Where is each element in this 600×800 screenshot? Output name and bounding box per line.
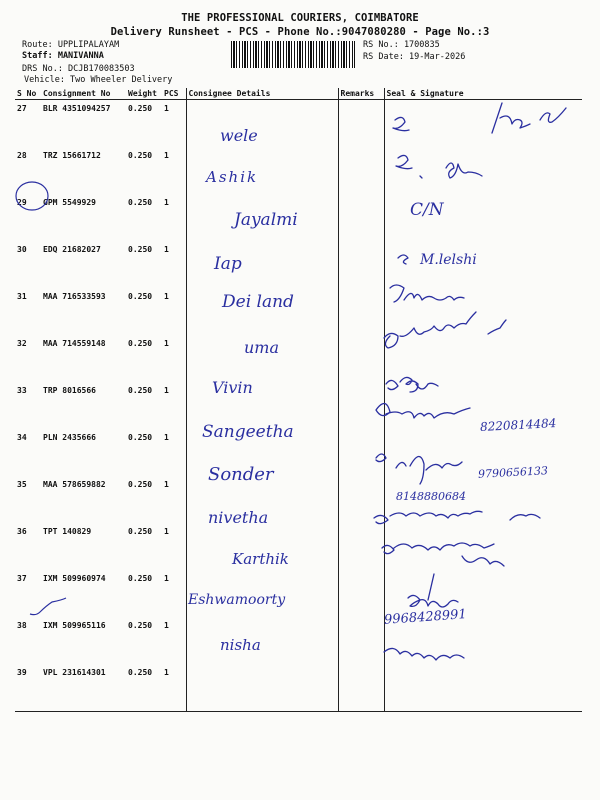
signature-mark: [386, 377, 438, 392]
handwritten-name: Eshwamoorty: [188, 592, 286, 608]
handwritten-signature: M.lelshi: [420, 252, 477, 268]
sno-cell: 38: [17, 621, 27, 630]
handwritten-name: Jayalmi: [234, 210, 298, 230]
annotation-tick: [30, 598, 66, 615]
signature-mark: [396, 155, 422, 178]
weight-cell: 0.250: [128, 621, 153, 630]
route-label: Route: UPPLIPALAYAM: [22, 40, 120, 50]
pcs-cell: 1: [164, 198, 169, 207]
consignment-cell: TRP 8016566: [43, 386, 96, 395]
handwritten-name: Dei land: [222, 292, 294, 312]
handwritten-phone: 8220814484: [479, 416, 557, 434]
col-consignee: Consignee Details: [186, 88, 338, 100]
handwritten-name: Ashik: [206, 168, 259, 186]
col-consignment: Consignment No: [41, 88, 126, 100]
signature-mark: [398, 255, 408, 264]
sno-cell: 37: [17, 574, 27, 583]
signature-mark: [408, 574, 458, 607]
weight-cell: 0.250: [128, 433, 153, 442]
handwritten-name: uma: [244, 338, 280, 357]
staff-label: Staff: MANIVANNA: [22, 51, 104, 61]
consignment-cell: TRZ 15661712: [43, 151, 101, 160]
consignment-cell: PLN 2435666: [43, 433, 96, 442]
consignment-cell: GPM 5549929: [43, 198, 96, 207]
sno-cell: 35: [17, 480, 27, 489]
weight-cell: 0.250: [128, 151, 153, 160]
pcs-cell: 1: [164, 151, 169, 160]
runsheet-title: Delivery Runsheet - PCS - Phone No.:9047080280 - Page No.:3: [110, 26, 490, 38]
signature-mark: [384, 648, 464, 660]
consignment-cell: MAA 714559148: [43, 339, 106, 348]
pcs-cell: 1: [164, 621, 169, 630]
rs-no-label: RS No.: 1700835: [363, 40, 440, 50]
sno-cell: 39: [15, 664, 41, 712]
sno-cell: 32: [17, 339, 27, 348]
handwritten-phone: 9790656133: [477, 464, 549, 481]
signature-mark: [492, 103, 566, 133]
signature-mark: [374, 511, 540, 523]
handwritten-name: wele: [220, 126, 258, 145]
pcs-cell: 1: [164, 292, 169, 301]
pcs-cell: 1: [164, 104, 169, 113]
weight-cell: 0.250: [126, 664, 162, 712]
consignment-cell: IXM 509965116: [43, 621, 106, 630]
pcs-cell: 1: [164, 386, 169, 395]
consignment-cell: BLR 4351094257: [43, 104, 111, 113]
sno-cell: 28: [17, 151, 27, 160]
signature-mark: [384, 312, 506, 348]
sno-cell: 34: [17, 433, 27, 442]
weight-cell: 0.250: [128, 245, 153, 254]
handwritten-name: Iap: [214, 254, 242, 274]
pcs-cell: 1: [164, 339, 169, 348]
handwritten-name: Karthik: [232, 550, 289, 568]
pcs-cell: 1: [164, 480, 169, 489]
weight-cell: 0.250: [128, 198, 153, 207]
sno-cell: 33: [17, 386, 27, 395]
col-weight: Weight: [126, 88, 162, 100]
rs-date-label: RS Date: 19-Mar-2026: [363, 52, 466, 62]
col-pcs: PCS: [162, 88, 186, 100]
weight-cell: 0.250: [128, 574, 153, 583]
consignment-cell: MAA 716533593: [43, 292, 106, 301]
sno-cell: 29: [17, 198, 27, 207]
weight-cell: 0.250: [128, 386, 153, 395]
handwritten-name: nivetha: [208, 508, 269, 527]
sno-cell: 27: [17, 104, 27, 113]
weight-cell: 0.250: [128, 527, 153, 536]
pcs-cell: 1: [162, 664, 186, 712]
handwritten-name: Sonder: [208, 464, 274, 485]
handwritten-name: Vivin: [212, 378, 253, 397]
annotation-circle: [16, 182, 48, 210]
drs-label: DRS No.: DCJB170083503: [22, 64, 135, 74]
handwritten-name: nisha: [220, 636, 261, 654]
consignment-cell: VPL 231614301: [41, 664, 126, 712]
sno-cell: 30: [17, 245, 27, 254]
signature-mark: [446, 163, 482, 178]
handwritten-phone: 8148880684: [396, 490, 466, 503]
consignment-cell: EDQ 21682027: [43, 245, 101, 254]
sno-cell: 31: [17, 292, 27, 301]
consignment-cell: IXM 509960974: [43, 574, 106, 583]
handwritten-signature: C/N: [410, 200, 444, 220]
signature-mark: [376, 454, 462, 484]
signature-mark: [382, 543, 504, 566]
pcs-cell: 1: [164, 245, 169, 254]
pcs-cell: 1: [164, 574, 169, 583]
weight-cell: 0.250: [128, 104, 153, 113]
pcs-cell: 1: [164, 433, 169, 442]
handwritten-phone: 9968428991: [383, 607, 468, 628]
handwritten-name: Sangeetha: [202, 422, 294, 442]
weight-cell: 0.250: [128, 339, 153, 348]
consignment-cell: TPT 140829: [43, 527, 92, 536]
vehicle-label: Vehicle: Two Wheeler Delivery: [24, 75, 173, 85]
company-title: THE PROFESSIONAL COURIERS, COIMBATORE: [181, 12, 419, 24]
pcs-cell: 1: [164, 527, 169, 536]
weight-cell: 0.250: [128, 480, 153, 489]
signature-mark: [390, 285, 464, 302]
sno-cell: 36: [17, 527, 27, 536]
col-sno: S No: [15, 88, 41, 100]
signature-mark: [376, 403, 470, 418]
col-signature: Seal & Signature: [384, 88, 582, 100]
signature-mark: [393, 117, 409, 130]
col-remarks: Remarks: [338, 88, 384, 100]
weight-cell: 0.250: [128, 292, 153, 301]
consignment-cell: MAA 578659882: [43, 480, 106, 489]
